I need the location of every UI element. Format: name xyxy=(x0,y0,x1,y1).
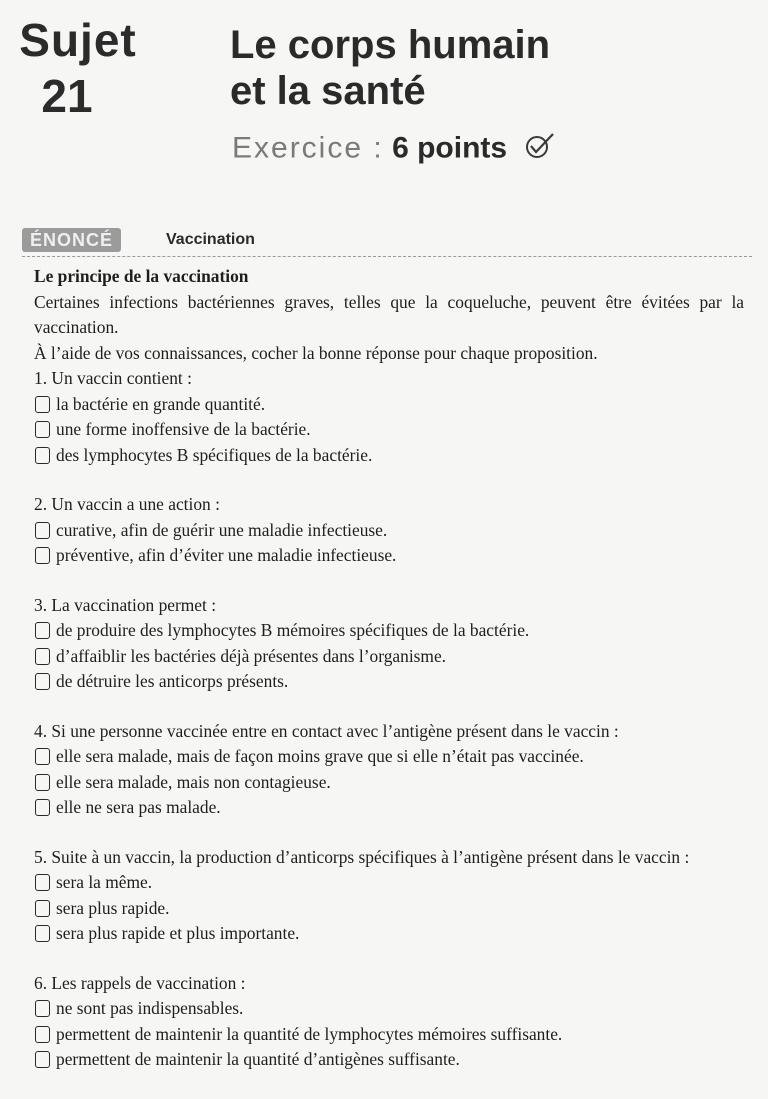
answer-option[interactable] xyxy=(34,543,744,569)
checkbox[interactable] xyxy=(35,874,50,891)
option-label: de produire des lymphocytes B mémoires spécifiques de la bactérie. xyxy=(56,620,530,640)
option-label: de détruire les anticorps présents. xyxy=(56,671,289,691)
option-label: des lymphocytes B spécifiques de la bactérie. xyxy=(56,444,373,465)
answer-option[interactable] xyxy=(34,896,744,922)
checkbox[interactable] xyxy=(35,447,50,464)
intro-text: Certaines infections bactériennes graves, telles que la coqueluche, peuvent être évitées par la vaccination. xyxy=(34,291,744,337)
question-text: 1. Un vaccin contient : xyxy=(34,368,192,388)
answer-option[interactable] xyxy=(34,870,744,896)
enonce-badge: ÉNONCÉ xyxy=(22,228,121,252)
question-text: 5. Suite à un vaccin, la production d’anticorps spécifiques à l’antigène présent dans le vaccin : xyxy=(34,846,690,867)
question-block-5 xyxy=(34,845,744,947)
question-block-1 xyxy=(34,366,744,468)
checkbox[interactable] xyxy=(35,925,50,942)
option-label: elle ne sera pas malade. xyxy=(56,797,221,817)
question-text: 3. La vaccination permet : xyxy=(34,594,217,615)
checkbox[interactable] xyxy=(35,1026,50,1043)
answer-option[interactable] xyxy=(34,921,744,947)
checkbox[interactable] xyxy=(35,522,50,539)
answer-option[interactable] xyxy=(34,518,744,544)
option-label: d’affaiblir les bactéries déjà présentes dans l’organisme. xyxy=(56,645,447,666)
checkbox[interactable] xyxy=(35,1000,50,1017)
checkbox[interactable] xyxy=(35,673,50,690)
section-title: Le principe de la vaccination xyxy=(34,266,249,286)
answer-option[interactable] xyxy=(34,644,744,670)
subject-word: Sujet xyxy=(19,14,137,66)
checkmark-circle-icon xyxy=(523,130,557,169)
checkbox[interactable] xyxy=(35,547,50,564)
exercise-label: Exercice : xyxy=(232,131,384,165)
checkbox[interactable] xyxy=(35,396,50,413)
option-label: curative, afin de guérir une maladie infectieuse. xyxy=(56,519,388,540)
answer-option[interactable] xyxy=(34,417,744,443)
option-label: la bactérie en grande quantité. xyxy=(56,393,266,414)
option-label: permettent de maintenir la quantité de lymphocytes mémoires suffisante. xyxy=(56,1023,563,1044)
checkbox[interactable] xyxy=(35,1051,50,1068)
answer-option[interactable] xyxy=(34,443,744,469)
exercise-heading xyxy=(232,130,557,169)
answer-option[interactable] xyxy=(34,1022,744,1048)
option-label: sera plus rapide. xyxy=(56,897,170,918)
title-line-1: Le corps humain xyxy=(230,23,551,67)
question-text: 4. Si une personne vaccinée entre en contact avec l’antigène présent dans le vaccin : xyxy=(34,720,619,741)
answer-option[interactable] xyxy=(34,744,744,770)
instruction-text: À l’aide de vos connaissances, cocher la bonne réponse pour chaque proposition. xyxy=(34,342,598,363)
question-block-3 xyxy=(34,593,744,695)
question-text: 6. Les rappels de vaccination : xyxy=(34,972,246,993)
option-label: sera la même. xyxy=(56,872,153,892)
exercise-content xyxy=(34,264,744,1073)
checkbox[interactable] xyxy=(35,774,50,791)
answer-option[interactable] xyxy=(34,618,744,644)
checkbox[interactable] xyxy=(35,900,50,917)
question-block-4 xyxy=(34,719,744,821)
answer-option[interactable] xyxy=(34,669,744,695)
checkbox[interactable] xyxy=(35,799,50,816)
option-label: préventive, afin d’éviter une maladie infectieuse. xyxy=(56,545,397,565)
checkbox[interactable] xyxy=(35,622,50,639)
subject-label xyxy=(8,14,148,126)
question-block-2 xyxy=(34,492,744,569)
title-line-2: et la santé xyxy=(230,69,426,113)
answer-option[interactable] xyxy=(34,996,744,1022)
answer-option[interactable] xyxy=(34,795,744,821)
answer-option[interactable] xyxy=(34,392,744,418)
question-text: 2. Un vaccin a une action : xyxy=(34,494,220,514)
answer-option[interactable] xyxy=(34,1047,744,1073)
answer-option[interactable] xyxy=(34,770,744,796)
option-label: une forme inoffensive de la bactérie. xyxy=(56,419,311,439)
option-label: ne sont pas indispensables. xyxy=(56,998,244,1018)
option-label: sera plus rapide et plus importante. xyxy=(56,923,300,943)
question-block-6 xyxy=(34,971,744,1073)
checkbox[interactable] xyxy=(35,648,50,665)
checkbox[interactable] xyxy=(35,421,50,438)
enonce-bar xyxy=(22,226,752,257)
checkbox[interactable] xyxy=(35,748,50,765)
option-label: elle sera malade, mais non contagieuse. xyxy=(56,771,331,792)
subject-number: 21 xyxy=(41,70,93,122)
exercise-points: 6 points xyxy=(392,131,508,165)
option-label: permettent de maintenir la quantité d’antigènes suffisante. xyxy=(56,1049,460,1069)
option-label: elle sera malade, mais de façon moins grave que si elle n’était pas vaccinée. xyxy=(56,746,584,766)
enonce-topic: Vaccination xyxy=(166,231,255,248)
page-title xyxy=(230,22,550,114)
